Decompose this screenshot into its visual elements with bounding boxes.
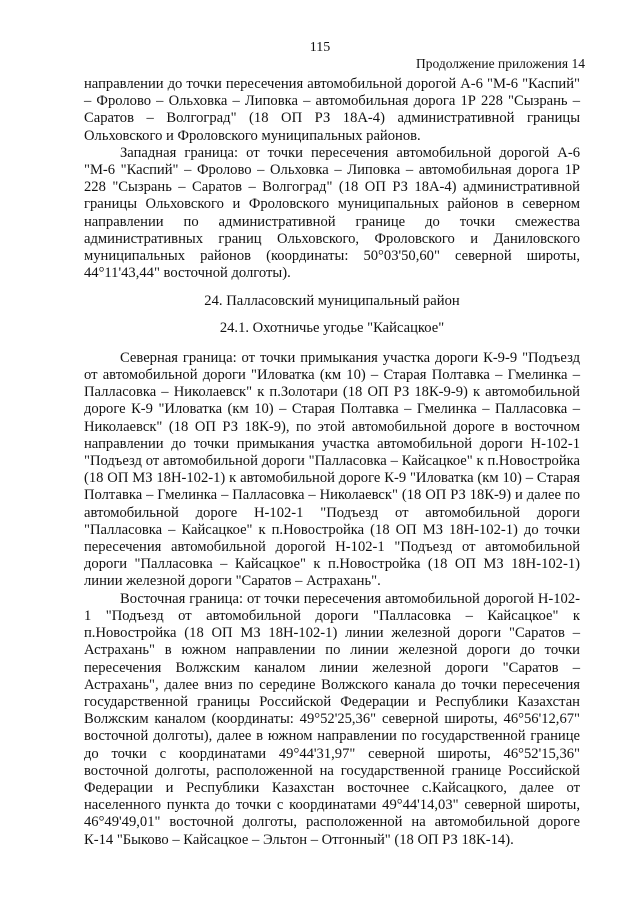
paragraph-northern-border: Северная граница: от точки примыкания участка дороги К-9-9 "Подъезд от автомобильной дороги "Иловатка (км 10) – Старая Полтавка – Гмелинка – Палласовка – Николаевск" к п.Золотари (18 ОП РЗ 18К-9-9) к автомобильной дороге К-9 "Иловатка (км 10) – Старая Полтавка – Гмелинка – Палласовка – Николаевск" (18 ОП РЗ 18К-9), по этой автомобильной дороге в восточном направлении до точки примыкания участка автомобильной дороги Н-102-1 "Подъезд от автомобильной дороги "Палласовка – Кайсацкое" к п.Новостройка (18 ОП МЗ 18Н-102-1) к автомобильной дороге К-9 "Иловатка (км 10) – Старая Полтавка – Гмелинка – Палласовка – Николаевск" (18 ОП РЗ 18К-9) и далее по автомобильной дороге Н-102-1 "Подъезд от автомобильной дороги "Палласовка – Кайсацкое" к п.Новостройка (18 ОП МЗ 18Н-102-1) до точки пересечения автомобильной дорогой Н-102-1 "Подъезд от автомобильной дороги "Палласовка – Кайсацкое" к п.Новостройка (18 ОП МЗ 18Н-102-1) линии железной дороги "Саратов – Астрахань". xyxy=(84,349,580,590)
section-heading-district: 24. Палласовский муниципальный район xyxy=(204,293,460,310)
body-text xyxy=(84,76,580,849)
paragraph-continuation: направлении до точки пересечения автомобильной дорогой А-6 "М-6 "Каспий" – Фролово – Ольховка – Липовка – автомобильная дорога 1Р 228 "Сызрань – Саратов – Волгоград" (18 ОП РЗ 18А-4) административной границы Ольховского и Фроловского муниципальных районов. xyxy=(84,76,580,144)
paragraph-eastern-border: Восточная граница: от точки пересечения автомобильной дорогой Н-102-1 "Подъезд от автомобильной дороги "Палласовка – Кайсацкое" к п.Новостройка (18 ОП МЗ 18Н-102-1) линии железной дороги "Саратов – Астрахань" в южном направлении по линии железной дороги до точки пересечения Волжским каналом линии железной дороги "Саратов – Астрахань", далее вниз по середине Волжского канала до точки пересечения государственной границы Российской Федерации и Республики Казахстан Волжским каналом (координаты: 49°52'25,36" северной широты, 46°56'12,67" восточной долготы), далее в южном направлении по государственной границе до точки с координатами 49°44'31,97" северной широты, 46°52'15,36" восточной долготы, расположенной на государственной границе Российской Федерации и Республики Казахстан восточнее с.Кайсацкого, далее от населенного пункта до точки с координатами 49°44'14,03" северной широты, 46°49'49,01" восточной долготы, расположенной на автомобильной дороге К-14 "Быково – Кайсацкое – Эльтон – Отгонный" (18 ОП РЗ 18К-14). xyxy=(84,590,580,848)
paragraph-western-border: Западная граница: от точки пересечения автомобильной дорогой А-6 "М-6 "Каспий" – Фролово – Ольховка – Липовка – автомобильная дорога 1Р 228 "Сызрань – Саратов – Волгоград" (18 ОП РЗ 18А-4) административной границы Ольховского и Фроловского муниципальных районов в северном направлении по административной границе до точки смежества административных границ Ольховского, Фроловского и Даниловского муниципальных районов (координаты: 50°03'50,60" северной широты, 44°11'43,44" восточной долготы). xyxy=(84,144,580,282)
subsection-heading-area: 24.1. Охотничье угодье "Кайсацкое" xyxy=(219,319,445,336)
running-header: Продолжение приложения 14 xyxy=(415,56,585,71)
page-number: 115 xyxy=(309,40,331,55)
